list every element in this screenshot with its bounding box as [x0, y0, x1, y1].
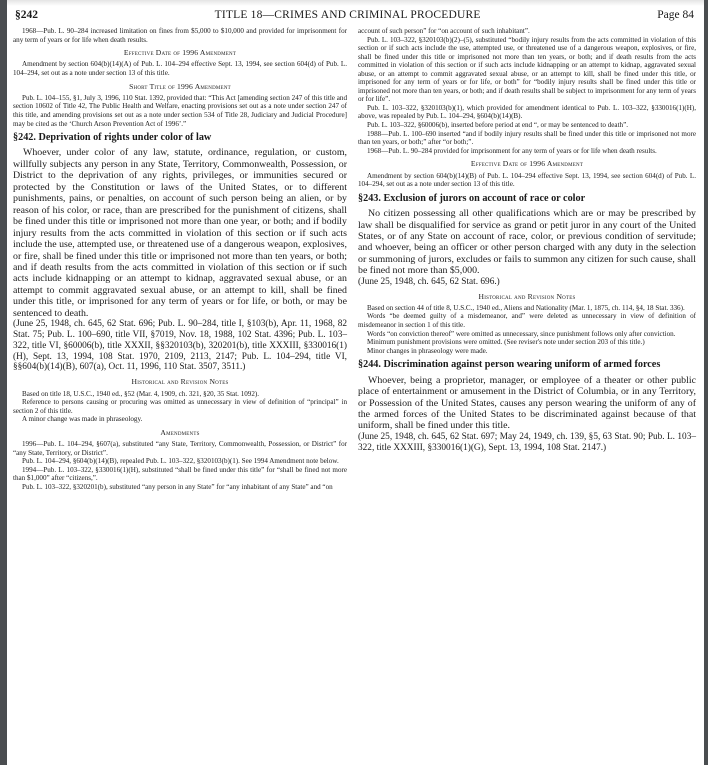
note-heading-short-title: Short Title of 1996 Amendment	[129, 81, 231, 91]
note-paragraph: Reference to persons causing or procuring was omitted as unnecessary in view of definition of “principal” in section 2 of this title.	[13, 398, 347, 415]
note-paragraph: Amendment by section 604(b)(14)(A) of Pub. L. 104–294 effective Sept. 13, 1994, see section 604(d) of Pub. L. 104–294, set out as a note under section 13 of this title.	[13, 60, 347, 77]
section-243-body	[358, 208, 696, 288]
header-title: TITLE 18—CRIMES AND CRIMINAL PROCEDURE	[214, 9, 481, 21]
header-page-number: Page 84	[657, 9, 694, 21]
statute-text: Whoever, under color of any law, statute, ordinance, regulation, or custom, willfully subjects any person in any State, Territory, Commonwealth, Possession, or District to the deprivation of any rights, privileges, or immunities secured or protected by the Constitution or laws of the United States, or to different punishments, pains, or penalties, on account of such person being an alien, or by reason of his color, or race, than are prescribed for the punishment of citizens, shall be fined under this title or imprisoned not more than one year, or both; and if bodily injury results from the acts committed in violation of this section or if such acts include the use, attempted use, or threatened use of a dangerous weapon, explosives, or fire, shall be fined under this title or imprisoned not more than ten years, or both; and if death results from the acts committed in violation of this section or if such acts include kidnapping or an attempt to kidnap, aggravated sexual abuse, or an attempt to commit aggravated sexual abuse, or an attempt to kill, shall be fined under this title, or imprisoned for any term of years or for life, or both, or may be sentenced to death.	[13, 147, 347, 319]
amendment-notes	[13, 440, 347, 491]
note-paragraph: Words “on conviction thereof” were omitted as unnecessary, since punishment follows only after conviction.	[367, 329, 676, 338]
note-paragraph: 1968—Pub. L. 90–284 provided for imprisonment for any term of years or for life when death results.	[367, 146, 657, 155]
section-heading-243: §243. Exclusion of jurors on account of race or color	[358, 192, 586, 204]
note-heading-historical: Historical and Revision Notes	[478, 291, 576, 301]
historical-notes	[358, 304, 696, 355]
note-paragraph: A minor change was made in phraseology.	[22, 415, 143, 424]
note-paragraph: Minor changes in phraseology were made.	[367, 346, 488, 355]
note-paragraph: Pub. L. 103–322, §320103(b)(1), which provided for amendment identical to Pub. L. 103–322, §330016(1)(H), above, was repealed by Pub. L. 104–294, §604(b)(14)(B).	[358, 103, 696, 121]
right-column	[358, 27, 696, 453]
statute-text: No citizen possessing all other qualifications which are or may be prescribed by law shall be disqualified for service as grand or petit juror in any court of the United States, or of any State on account of race, color, or previous condition of servitude; and whoever, being an officer or other person charged with any duty in the selection or summoning of jurors, excludes or fails to summon any citizen for such cause, shall be fined not more than $5,000.	[358, 208, 696, 277]
header-section-number: §242	[15, 9, 38, 21]
note-paragraph: account of such person” for “on account of such inhabitant”.	[358, 27, 530, 35]
note-paragraph: 1996—Pub. L. 104–294, §607(a), substituted “any State, Territory, Commonwealth, Possession, or District” for “any State, Territory, or District”.	[13, 440, 347, 457]
source-citation: (June 25, 1948, ch. 645, 62 Stat. 696.)	[358, 276, 500, 287]
note-paragraph: Pub. L. 103–322, §320103(b)(2)–(5), substituted “bodily injury results from the acts committed in violation of this section or if such acts include the use, attempted use, or threatened use of a dangerous weapon, explosives, or fire, shall be fined under this title or imprisoned not more than ten years, or both; and if death results from the acts committed in violation of this section or if such acts include kidnapping or an attempt to kidnap, aggravated sexual abuse, or an attempt to commit aggravated sexual abuse, or an attempt to kill, shall be fined under this title, or imprisoned for any term of years or for life, or both” for “bodily injury results shall be fined under this title or imprisoned not more than ten years, or both; and if death results shall be subject to imprisonment for any term of years or for life”.	[358, 35, 696, 104]
note-heading-effective-date: Effective Date of 1996 Amendment	[123, 48, 237, 58]
source-citation: (June 25, 1948, ch. 645, 62 Stat. 697; May 24, 1949, ch. 139, §5, 63 Stat. 90; Pub. L. 103–322, title XXXIII, §330016(1)(G), Sept. 13, 1994, 108 Stat. 2147.)	[358, 431, 696, 453]
note-paragraph: 1968—Pub. L. 90–284 increased limitation on fines from $5,000 to $10,000 and provided for imprisonment for any term of years or for life when death results.	[13, 27, 347, 44]
note-paragraph: 1988—Pub. L. 100–690 inserted “and if bodily injury results shall be fined under this title or imprisoned not more than ten years, or both;” after “or both;”.	[358, 129, 696, 147]
left-column	[13, 27, 347, 491]
note-paragraph: 1994—Pub. L. 103–322, §330016(1)(H), substituted “shall be fined under this title” for “shall be fined not more than $1,000” after “citizens,”.	[13, 465, 347, 483]
section-heading-244: §244. Discrimination against person wearing uniform of armed forces	[358, 359, 661, 371]
note-paragraph: Based on title 18, U.S.C., 1940 ed., §52 (Mar. 4, 1909, ch. 321, §20, 35 Stat. 1092).	[22, 389, 260, 398]
source-citation: (June 25, 1948, ch. 645, 62 Stat. 696; Pub. L. 90–284, title I, §103(b), Apr. 11, 1968, 82 Stat. 75; Pub. L. 100–690, title VII, §7019, Nov. 18, 1988, 102 Stat. 4396; Pub. L. 103–322, title VI, §60006(b), title XXXII, §§320103(b), 320201(b), title XXXIII, §330016(1)(H), Sept. 13, 1994, 108 Stat. 1970, 2109, 2113, 2147; Pub. L. 104–294, title VI, §§604(b)(14)(B), 607(a), Oct. 11, 1996, 110 Stat. 3507, 3511.)	[13, 319, 347, 373]
note-heading-effective-date: Effective Date of 1996 Amendment	[470, 159, 584, 169]
note-paragraph: Pub. L. 104–294, §604(b)(14)(B), repealed Pub. L. 103–322, §320103(b)(1). See 1994 Amendment note below.	[22, 457, 339, 466]
note-paragraph: Minimum punishment provisions were omitted. (See reviser's note under section 203 of this title.)	[367, 338, 645, 347]
note-paragraph: Pub. L. 104–155, §1, July 3, 1996, 110 Stat. 1392, provided that: “This Act [amending section 247 of this title and section 10602 of Title 42, The Public Health and Welfare, enacting provisions set out as a note under section 247 of this title, and amending provisions set out as a note under section 534 of Title 28, Judiciary and Judicial Procedure] may be cited as the ‘Church Arson Prevention Act of 1996’.”	[13, 93, 347, 128]
document-page	[7, 0, 704, 765]
note-paragraph: Based on section 44 of title 8, U.S.C., 1940 ed., Aliens and Nationality (Mar. 1, 1875, ch. 114, §4, 18 Stat. 336).	[367, 303, 685, 312]
section-244-body	[358, 375, 696, 454]
amendment-notes-continued	[358, 27, 696, 155]
amendment-notes-continued	[13, 27, 347, 44]
note-heading-historical: Historical and Revision Notes	[131, 377, 229, 387]
page-header	[15, 8, 694, 22]
note-paragraph: Pub. L. 103–322, §60006(b), inserted before period at end “, or may be sentenced to death”.	[367, 121, 629, 130]
note-paragraph: Words “be deemed guilty of a misdemeanor, and” were deleted as unnecessary in view of definition of misdemeanor in section 1 of this title.	[358, 312, 696, 329]
note-paragraph: Amendment by section 604(b)(14)(B) of Pub. L. 104–294 effective Sept. 13, 1994, see section 604(d) of Pub. L. 104–294, set out as a note under section 13 of this title.	[358, 171, 696, 189]
historical-notes	[13, 390, 347, 424]
note-paragraph: Pub. L. 103–322, §320201(b), substituted “any person in any State” for “any inhabitant of any State” and “on	[22, 482, 333, 491]
note-heading-amendments: Amendments	[160, 427, 200, 437]
section-heading-242: §242. Deprivation of rights under color of law	[13, 132, 212, 144]
statute-text: Whoever, being a proprietor, manager, or employee of a theater or other public place of entertainment or amusement in the District of Columbia, or in any Territory, or Possession of the United States, causes any person wearing the uniform of any of the armed forces of the United States to be discriminated against because of that uniform, shall be fined under this title.	[358, 374, 696, 432]
section-242-body	[13, 147, 347, 373]
